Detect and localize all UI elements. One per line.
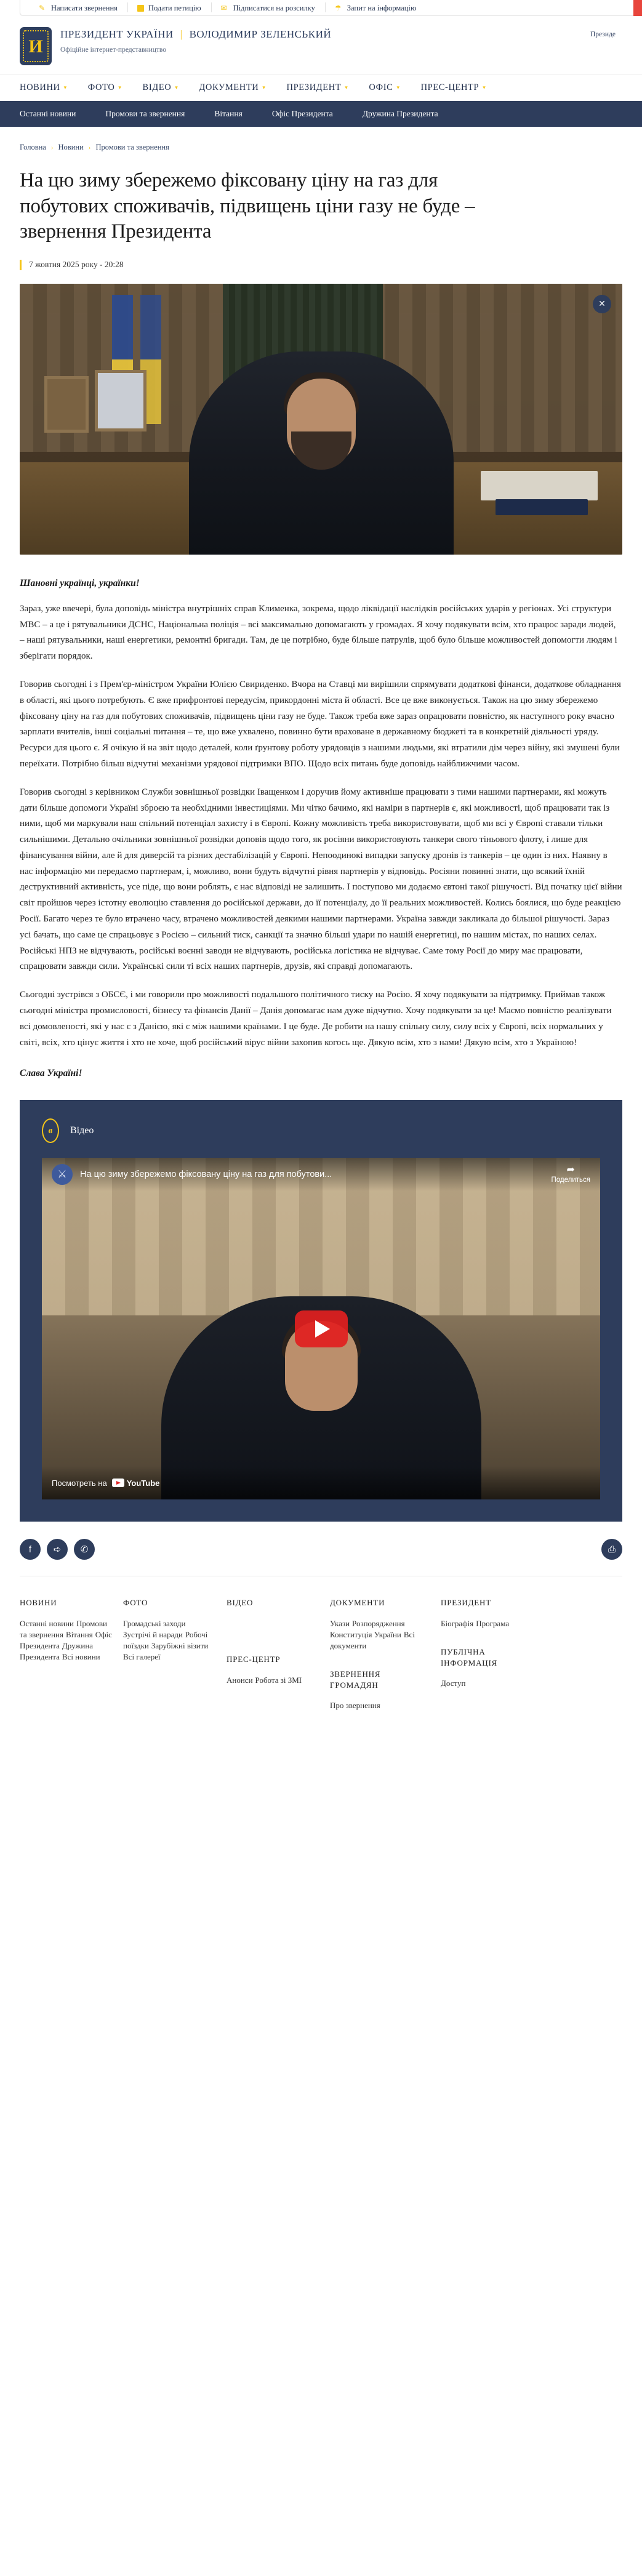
chevron-right-icon: › bbox=[50, 143, 54, 151]
main-navigation-wrapper bbox=[0, 74, 642, 101]
footer-link[interactable]: Робота зі ЗМІ bbox=[255, 1675, 302, 1685]
chevron-down-icon: ▾ bbox=[396, 84, 400, 90]
close-icon[interactable]: ✕ bbox=[593, 295, 611, 313]
article-lead: Шановні українці, українки! bbox=[20, 577, 140, 588]
footer-heading: НОВИНИ bbox=[20, 1598, 57, 1608]
envelope-icon: ✉ bbox=[220, 4, 227, 12]
video-title: На цю зиму збережемо фіксовану ціну на газ для побутови... bbox=[80, 1170, 332, 1180]
footer-link[interactable]: Промови та звернення bbox=[20, 1619, 107, 1639]
nav-item-documents[interactable] bbox=[199, 82, 265, 93]
footer-link[interactable]: Розпорядження bbox=[352, 1619, 405, 1628]
top-utility-bar bbox=[0, 0, 642, 16]
article-date: 7 жовтня 2025 року - 20:28 bbox=[29, 260, 124, 270]
subnav-item-office[interactable]: Офіс Президента bbox=[271, 109, 333, 118]
share-label: Поделиться bbox=[551, 1176, 590, 1184]
footer-link[interactable]: Конституція України bbox=[330, 1630, 401, 1639]
nav-item-label: ОФІС bbox=[369, 82, 393, 92]
article-paragraph: Говорив сьогодні і з Прем'єр-міністром України Юлією Свириденко. Вчора на Ставці ми вирішили спрямувати додаткові фінанси, додаткове обладнання в області, які цього потребують. Є вже прифронтові передусім, прикордонні міста й області. Все це вже виконується. Також на цю зиму збережемо фіксовану ціну на газ для побутових споживачів, підвищень ціни газу не буде. Також треба вже зараз опрацювати повністю, як наступного року вчасно зарплати вчителів, інші соціальні питання – те, що вже ухвалено, повинно бути враховане в державному бюджеті та в конкретній діяльності уряду. Ресурси для цього є. Я очікую й на звіт щодо деталей, коли ґрунтову роботу урядовців з нашими людьми, які втратили дім через війну, які змушені були переїхати. Потрібно більш відчутні механізми урядової підтримки ВПО. Щодо всіх питань буде доповідь найближчими часом. bbox=[20, 679, 621, 769]
site-title-right: ВОЛОДИМИР ЗЕЛЕНСЬКИЙ bbox=[189, 28, 332, 40]
section-subnavigation bbox=[0, 101, 642, 127]
article-hero-image[interactable] bbox=[20, 284, 622, 555]
chevron-down-icon: ▾ bbox=[63, 84, 67, 90]
youtube-player[interactable] bbox=[42, 1158, 600, 1499]
footer-column-president bbox=[441, 1597, 544, 1711]
nav-item-video[interactable] bbox=[143, 82, 179, 93]
hero-illustration bbox=[20, 284, 622, 555]
footer-link[interactable]: Укази bbox=[330, 1619, 350, 1628]
twitter-icon: ➪ bbox=[53, 1544, 62, 1555]
site-subtitle: Офіційне інтернет-представництво bbox=[60, 46, 167, 54]
footer-column-news bbox=[20, 1597, 123, 1711]
footer-link[interactable]: Останні новини bbox=[20, 1619, 74, 1628]
article-paragraph: Говорив сьогодні з керівником Служби зовнішньої розвідки Іващенком і доручив йому активніше працювати з тими нашими партнерами, які можуть дати більше допомоги Україні зброєю та необхідними інвестиціями. Ми чітко бачимо, які наміри в партнерів є, які можливості, щоб працювати так із ними, щоб ми маркували наш спільний потенціал захисту і в Європі. Кожну можливість треба використовувати, щоб ми всі у Європі ставали тільки сильнішими. Детально очільники зовнішньої розвідки доповів щодо того, як росіяни використовують танкери свого тіньового флоту, і лише для фінансування війни, але й для диверсій та різних дестабілізацій у Європі. Непоодинокі випадки запуску дронів із танкерів – це один із них. Наявну в нас інформацію ми передаємо партнерам, і, можливо, вони будуть відчутні рівня партнерів у відповідь. Росіяни повинні знати, що всякий їхній деструктивний активність, усе піде, що вони роблять, є нас відповіді не залишить. І поступово ми додаємо євтоні такої рішучості. Від початку цієї війни світ пройшов через істотну еволюцію ставлення до російської держави, до її потенціалу, до її реальних можливостей. Колись боялися, що буде реакцією Росії. Багато через те було втрачено часу, втрачено можливостей деякими нашими партнерами. Україна завжди закликала до більшої рішучості. Зараз усі бачать, що саме це спрацьовує з Росією – сильний тиск, санкції та значно більші удари по нашій енергетиці, по нашим містах, по наших селах. Російські НПЗ не відчувають, російські воєнні заводи не відчувають, російська логістика не відчуває. Саме тому Росії до миру має працювати, спрацювати завжди сили. Українські сили ті всіх наших партнерів, друзів, які справді допомагають. bbox=[20, 787, 622, 972]
footer-column-photo bbox=[123, 1597, 227, 1711]
nav-item-photo[interactable] bbox=[88, 82, 122, 93]
breadcrumb-item-home[interactable]: Головна bbox=[20, 143, 46, 151]
top-link-write-appeal[interactable] bbox=[29, 4, 127, 13]
top-link-label: Запит на інформацію bbox=[347, 4, 417, 12]
whatsapp-share-button[interactable] bbox=[74, 1539, 95, 1560]
chevron-down-icon: ▾ bbox=[483, 84, 486, 90]
nav-item-label: ВІДЕО bbox=[142, 82, 172, 92]
square-icon bbox=[137, 5, 144, 12]
nav-item-president[interactable] bbox=[287, 82, 348, 93]
subnav-item-greetings[interactable]: Вітання bbox=[214, 109, 243, 118]
footer-link[interactable]: Громадські заходи bbox=[123, 1619, 186, 1628]
play-button[interactable] bbox=[295, 1310, 348, 1347]
article-paragraph: Зараз, уже ввечері, була доповідь міністра внутрішніх справ Клименка, зокрема, щодо ліквідації наслідків російських ударів у регіонах. Усі структури МВС – а це і рятувальники ДСНС, Національна поліція – всі максимально допомагають у громадах. Я хочу подякувати всім, хто працює заради людей, – наші рятувальники, наші енергетики, ремонтні бригади. Там, де це потрібно, буде більше патрулів, щоб було більше можливостей допомогти людям і зберігати порядок. bbox=[20, 603, 617, 662]
watch-on-youtube-button[interactable] bbox=[52, 1479, 159, 1488]
video-section bbox=[20, 1100, 622, 1522]
footer-heading: ПУБЛІЧНА ІНФОРМАЦІЯ bbox=[441, 1647, 498, 1667]
top-link-subscribe[interactable] bbox=[211, 4, 325, 13]
footer-link[interactable]: Робочі поїздки bbox=[123, 1630, 208, 1650]
footer-link[interactable]: Всі новини bbox=[62, 1652, 100, 1661]
share-arrow-icon: ➦ bbox=[566, 1165, 575, 1176]
nav-item-label: ПРЕЗИДЕНТ bbox=[286, 82, 342, 92]
subnav-item-first-lady[interactable]: Дружина Президента bbox=[362, 109, 438, 118]
page-title: На цю зиму збережемо фіксовану ціну на газ для побутових споживачів, підвищень ціни газу не буде – звернення Президента bbox=[20, 169, 475, 243]
site-title-separator: | bbox=[180, 28, 183, 40]
footer-link[interactable]: Анонси bbox=[227, 1675, 253, 1685]
youtube-logo-icon bbox=[112, 1479, 160, 1488]
channel-avatar-icon[interactable]: ⚔ bbox=[52, 1164, 73, 1185]
whatsapp-icon: ✆ bbox=[80, 1544, 89, 1555]
facebook-icon: f bbox=[28, 1544, 32, 1555]
youtube-wordmark: YouTube bbox=[126, 1478, 160, 1488]
ukraine-coat-of-arms-icon: И bbox=[20, 27, 52, 65]
site-title-left: ПРЕЗИДЕНТ УКРАЇНИ bbox=[60, 28, 174, 40]
footer-link[interactable]: Всі галереї bbox=[123, 1652, 161, 1661]
footer-link[interactable]: Доступ bbox=[441, 1679, 466, 1688]
player-bottom-overlay bbox=[42, 1466, 600, 1499]
chevron-down-icon: ▾ bbox=[175, 84, 179, 90]
article-paragraph: Сьогодні зустрівся з ОБСЄ, і ми говорили про можливості подальшого політичного тиску на Росію. Я хочу подякувати за підтримку. Приймав також сьогодні міністра промисловості, бізнесу та фінансів Данії – Данія допомагає нам дуже відчутно. Хочу подякувати за це! Маємо повністю реалізувати всі домовленості, які у нас є з Данією, які є між нашими країнами. І це буде. Де робити на нашу спільну силу, силу всіх у Європі, всіх нормальних у світі, всіх, хто цінує життя і хто не хоче, щоб російський вірус війни захопив когось ще. Дякую всім, хто з нами! Дякую всім, хто з Україною! bbox=[20, 990, 612, 1048]
pencil-icon: ✎ bbox=[39, 4, 46, 12]
article-body bbox=[20, 578, 622, 1080]
breadcrumb-item-news[interactable]: Новини bbox=[58, 143, 84, 151]
chevron-right-icon: › bbox=[88, 143, 91, 151]
nav-item-label: ПРЕС-ЦЕНТР bbox=[420, 82, 479, 92]
top-link-label: Написати звернення bbox=[51, 4, 118, 12]
facebook-share-button[interactable] bbox=[20, 1539, 41, 1560]
print-button[interactable] bbox=[601, 1539, 622, 1560]
share-row bbox=[20, 1539, 622, 1576]
top-utility-bar-inner bbox=[20, 0, 642, 16]
top-link-submit-petition[interactable] bbox=[127, 4, 211, 13]
footer-link[interactable]: Програма bbox=[476, 1619, 510, 1628]
nav-item-press-center[interactable] bbox=[421, 82, 486, 93]
top-link-label: Підписатися на розсилку bbox=[233, 4, 315, 12]
nav-item-office[interactable] bbox=[369, 82, 399, 93]
chevron-down-icon: ▾ bbox=[118, 84, 122, 90]
footer-link[interactable]: Офіс Президента bbox=[20, 1630, 112, 1650]
nav-item-label: НОВИНИ bbox=[20, 82, 60, 92]
player-top-overlay bbox=[42, 1158, 600, 1191]
footer-link[interactable]: Вітання bbox=[65, 1630, 93, 1639]
footer-link[interactable]: Зарубіжні візити bbox=[151, 1641, 209, 1650]
video-section-header bbox=[42, 1118, 600, 1143]
red-accent-strip bbox=[633, 0, 642, 16]
footer-column-documents bbox=[330, 1597, 441, 1711]
accent-bar bbox=[20, 260, 22, 270]
page-content bbox=[0, 127, 642, 1576]
chevron-down-icon: ▾ bbox=[345, 84, 348, 90]
brand-text-block bbox=[60, 27, 331, 54]
footer-link[interactable]: Зустрічі й наради bbox=[123, 1630, 183, 1639]
article-closing: Слава Україні! bbox=[20, 1068, 82, 1079]
nav-item-news[interactable] bbox=[20, 82, 67, 93]
nav-item-label: ДОКУМЕНТИ bbox=[199, 82, 259, 92]
site-header bbox=[0, 16, 642, 74]
footer-heading: ВІДЕО bbox=[227, 1598, 254, 1608]
footer-link[interactable]: Про звернення bbox=[330, 1701, 380, 1711]
top-link-label: Подати петицію bbox=[148, 4, 201, 12]
breadcrumb-item-speeches[interactable]: Промови та звернення bbox=[95, 143, 169, 151]
share-button[interactable] bbox=[551, 1165, 590, 1184]
footer-heading: ДОКУМЕНТИ bbox=[330, 1598, 385, 1608]
twitter-share-button[interactable] bbox=[47, 1539, 68, 1560]
video-badge-icon: в bbox=[42, 1118, 59, 1143]
footer-heading: ЗВЕРНЕННЯ ГРОМАДЯН bbox=[330, 1669, 381, 1690]
footer-link[interactable]: Біографія bbox=[441, 1619, 474, 1628]
site-footer bbox=[0, 1576, 642, 1736]
footer-link[interactable]: Дружина Президента bbox=[20, 1641, 94, 1661]
main-navigation bbox=[0, 74, 642, 101]
article-dateline bbox=[20, 260, 622, 270]
footer-heading: ФОТО bbox=[123, 1598, 148, 1608]
printer-icon: ⎙ bbox=[608, 1544, 616, 1555]
nav-item-label: ФОТО bbox=[87, 82, 115, 92]
footer-heading: ПРЕС-ЦЕНТР bbox=[227, 1655, 281, 1664]
person-icon: ☂ bbox=[334, 4, 342, 12]
footer-link[interactable]: Всі документи bbox=[330, 1630, 415, 1650]
footer-column-video bbox=[227, 1597, 330, 1711]
header-right-clipped-text: Президе bbox=[590, 31, 616, 38]
subnav-item-latest-news[interactable]: Останні новини bbox=[20, 109, 76, 118]
site-title[interactable] bbox=[60, 28, 331, 41]
subnav-item-speeches[interactable]: Промови та звернення bbox=[105, 109, 185, 118]
video-section-title: Відео bbox=[70, 1125, 94, 1136]
breadcrumb bbox=[20, 127, 622, 152]
footer-heading: ПРЕЗИДЕНТ bbox=[441, 1598, 491, 1608]
top-link-info-request[interactable] bbox=[325, 4, 426, 13]
watch-label: Посмотреть на bbox=[52, 1478, 107, 1488]
chevron-down-icon: ▾ bbox=[262, 84, 266, 90]
